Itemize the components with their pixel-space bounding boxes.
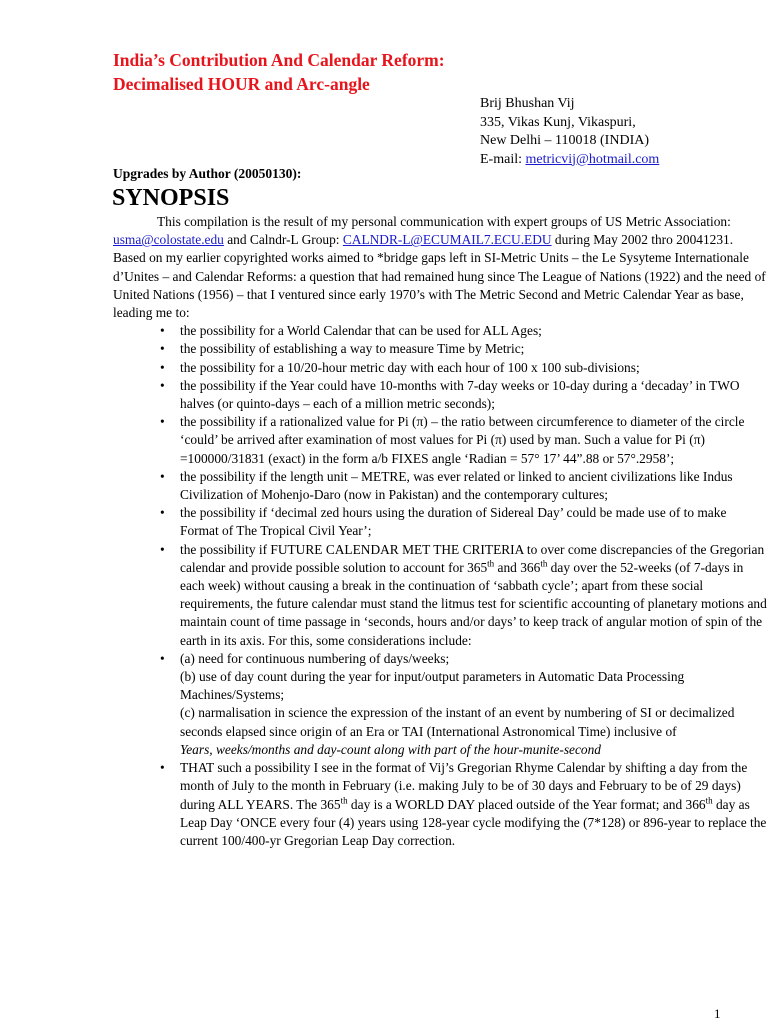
list-item [113,759,768,850]
list-item-text: the possibility if ‘decimal zed hours using the duration of Sidereal Day’ could be made use of to make Format of The Tropical Civil Year’; [180,505,727,539]
list-item [113,322,768,340]
list-item [113,541,768,650]
usma-email-link[interactable]: usma@colostate.edu [113,232,224,248]
text-segment: day over the 52-weeks (of 7-days in each week) without causing a break in the continuation of ‘sabbath cycle’; apart from these social requirements, the future calendar must stand the litmus test for scientific accounting of planetary motions and maintain count of time passage in ‘seconds, hours and/or days’ to keep track of angular motion of spin of the earth in its axis. For this, some considerations include: [180,559,767,648]
list-item-text [180,760,766,848]
author-name: Brij Bhushan Vij [480,96,575,111]
text-segment: the possibility if FUTURE CALENDAR MET THE CRITERIA to over come discrepancies of the Gregorian calendar and provide possible solution to account for 365 [180,541,765,575]
bullet-icon: • [160,359,165,375]
list-item-text [180,542,767,648]
list-item-text: the possibility if a rationalized value for Pi (π) – the ratio between circumference to diameter of the circle ‘could’ be arrived after examination of most values for Pi (π) used by man. Such a value for Pi (π) =100000/31831 (exact) in the form a/b FIXES angle ‘Radian = 57° 17’ 44”.88 or 57°.2958’; [180,414,745,466]
text-segment: day as Leap Day ‘ONCE every four (4) years using 128-year cycle modifying the (7*128) or 896-year to replace the current 100/400-yr Gregorian Leap Day correction. [180,796,767,848]
list-item-text: the possibility for a World Calendar that can be used for ALL Ages; [180,323,542,339]
possibilities-list [113,322,768,850]
list-item [113,413,768,468]
text-segment: (c) narmalisation in science the expression of the instant of an event by numbering of SI or decimalized seconds elapsed since origin of an Era or TAI (International Astronomical Time) inclusive of [180,705,735,739]
list-item [113,468,768,504]
list-item-text: the possibility of establishing a way to measure Time by Metric; [180,341,525,357]
author-email-line [480,151,659,170]
synopsis-heading: SYNOPSIS [112,185,230,211]
superscript: th [487,558,495,569]
list-item-text: the possibility if the Year could have 10-months with 7-day weeks or 10-day during a ‘decaday’ in TWO halves (or quinto-days – each of a million metric seconds); [180,377,740,412]
author-address-line-2: New Delhi – 110018 (INDIA) [480,133,649,148]
list-item [113,377,768,413]
intro-text-1: This compilation is the result of my personal communication with expert groups of US Metric Association: [157,214,731,229]
text-segment: day is a WORLD DAY placed outside of the Year format; and 366 [347,796,706,812]
bullet-icon: • [160,341,165,357]
bullet-icon: • [160,468,165,484]
list-item [113,340,768,358]
synopsis-body [113,213,768,850]
list-item-text: the possibility for a 10/20-hour metric day with each hour of 100 x 100 sub-divisions; [180,359,640,375]
title-line-1: India’s Contribution And Calendar Reform: [113,50,445,70]
list-item [113,359,768,377]
sub-consideration-b: (b) use of day count during the year for input/output parameters in Automatic Data Processing Machines/Systems; [180,669,685,703]
bullet-icon: • [160,323,165,339]
bullet-icon: • [160,505,165,521]
list-item-text: the possibility if the length unit – METRE, was ever related or linked to ancient civilizations like Indus Civilization of Mohenjo-Daro (now in Pakistan) and the contemporary cultures; [180,468,733,503]
intro-text-3: during May 2002 thro 20041231. Based on my earlier copyrighted works aimed to *bridge gaps left in SI-Metric Units – the Le Sysyteme Internationale d’Unites – and Calendar Reforms: a question that had remained hung since The League of Nations (1922) and the need of United Nations (1956) – that I ventured since early 1970’s with The Metric Second and Metric Calendar Year as base, leading me to: [113,232,766,321]
list-item [113,650,768,759]
calndr-email-link[interactable]: CALNDR-L@ECUMAIL7.ECU.EDU [342,232,552,248]
superscript: th [340,795,348,806]
sub-consideration-c [180,704,768,759]
text-segment: THAT such a possibility I see in the format of Vij’s Gregorian Rhyme Calendar by shifting a day from the month of July to the month in February (i.e. making July to be of 30 days and February to be of 29 days) during ALL YEARS. The 365 [180,760,748,812]
intro-paragraph [113,213,768,322]
bullet-icon: • [160,414,165,430]
upgrades-note: Upgrades by Author (20050130): [113,166,302,181]
page-number: 1 [714,1006,721,1021]
superscript: th [705,795,713,806]
title-line-2: Decimalised HOUR and Arc-angle [113,74,370,94]
text-segment: and 366 [494,559,541,575]
list-item [113,504,768,540]
superscript: th [540,558,548,569]
bullet-icon: • [160,650,165,666]
email-label: E-mail: [480,151,522,167]
bullet-icon: • [160,377,165,393]
bullet-icon: • [160,541,165,557]
italic-segment: Years, weeks/months and day-count along with part of the hour-munite-second [180,741,602,757]
author-address-line-1: 335, Vikas Kunj, Vikaspuri, [480,114,636,130]
intro-text-2: and Calndr-L Group: [223,232,343,248]
author-email-link[interactable]: metricvij@hotmail.com [525,151,660,167]
author-block [480,95,659,169]
sub-consideration-a: (a) need for continuous numbering of days/weeks; [180,650,450,666]
bullet-icon: • [160,760,165,776]
